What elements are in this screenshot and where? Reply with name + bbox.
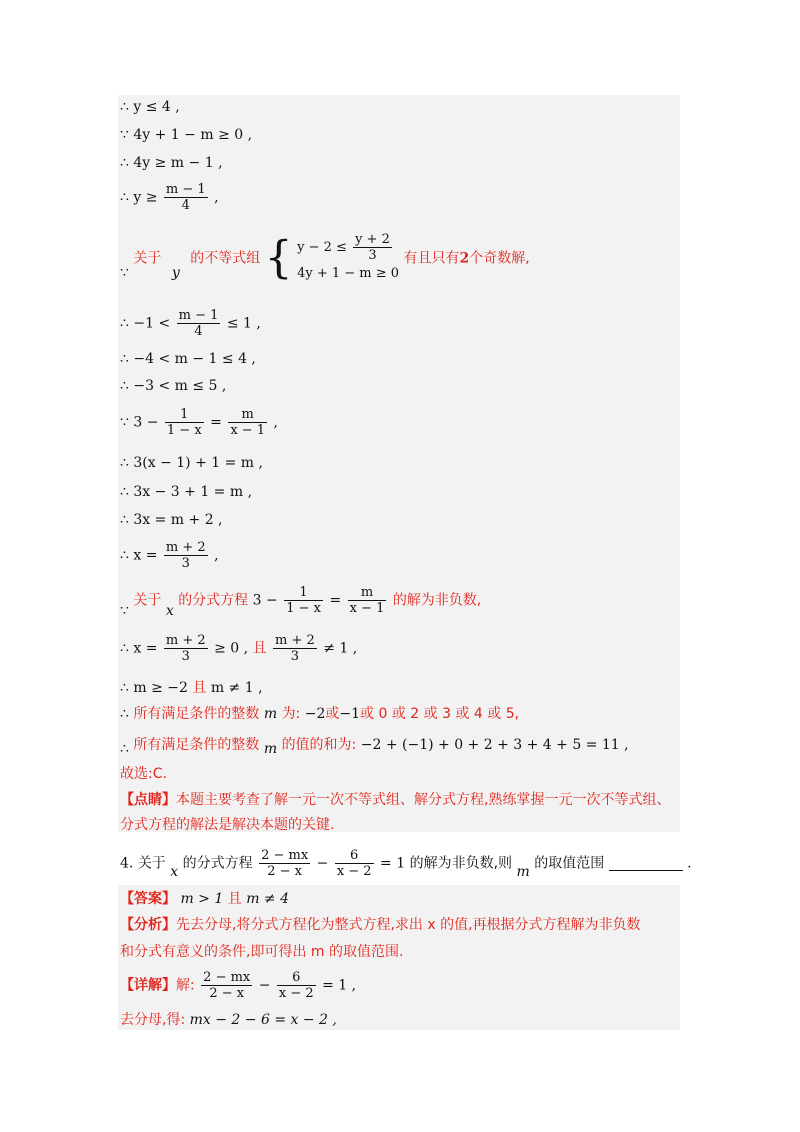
step-line-3: ∴ 4y ≥ m − 1 , <box>120 155 223 171</box>
step-line-6: ∴ −1 < $\frac{m - 1}{4}$ ≤ 1 , <box>120 308 261 339</box>
step-line-2: ∵ 4y + 1 − m ≥ 0 , <box>120 127 253 143</box>
step-line-16: ∴ m ≥ −2 且 m ≠ 1 , <box>120 680 263 696</box>
step-line-13: ∴ x = $\frac{m + 2}{3}$ , <box>120 540 219 571</box>
step-line-10: ∴ 3(x − 1) + 1 = m , <box>120 455 263 471</box>
comment-line-1: 【点睛】本题主要考查了解一元一次不等式组、解分式方程,熟练掌握一元一次不等式组、 <box>120 792 671 808</box>
question-4: 4. 关于 x 的分式方程 $\frac{2 - mx}{2 - x}$ − $\frac{6}{x - 2}$ = 1 的解为非负数,则 m 的取值范围 . <box>120 848 692 880</box>
fraction-equation-line: ∵ 关于 x 的分式方程 3 − $\frac{1}{1 - x}$ = $\frac{m}{x - 1}$ 的解为非负数, <box>120 585 482 619</box>
step-line-15: ∴ x = $\frac{m + 2}{3}$ ≥ 0 , 且 $\frac{m + 2}{3}$ ≠ 1 , <box>120 633 358 664</box>
inequality-system: y − 2 ≤ $\frac{y + 2}{3}$ 4y + 1 − m ≥ 0 <box>297 232 400 281</box>
answer-line: 【答案】 m > 1 且 m ≠ 4 <box>120 891 290 907</box>
choice-line: 故选:C. <box>120 766 167 782</box>
detail-line-1: 【详解】解: $\frac{2 - mx}{2 - x}$ − $\frac{6}{x - 2}$ = 1 , <box>120 970 357 1001</box>
detail-line-2: 去分母,得: mx − 2 − 6 = x − 2 , <box>120 1012 337 1028</box>
step-line-7: ∴ −4 < m − 1 ≤ 4 , <box>120 351 256 367</box>
integer-list-line: ∴ 所有满足条件的整数 m 为: −2或−1或 0 或 2 或 3 或 4 或 5, <box>120 706 520 722</box>
left-brace: { <box>264 232 293 284</box>
analysis-line-1: 【分析】先去分母,将分式方程化为整式方程,求出 x 的值,再根据分式方程解为非负数 <box>120 917 641 933</box>
sum-line: ∴ 所有满足条件的整数 m 的值的和为: −2 + (−1) + 0 + 2 + 3 + 4 + 5 = 11 , <box>120 737 629 757</box>
comment-line-2: 分式方程的解法是解决本题的关键. <box>120 817 335 833</box>
step-line-8: ∴ −3 < m ≤ 5 , <box>120 378 227 394</box>
step-line-12: ∴ 3x = m + 2 , <box>120 512 223 528</box>
analysis-line-2: 和分式有意义的条件,即可得出 m 的取值范围. <box>120 944 404 960</box>
step-line-11: ∴ 3x − 3 + 1 = m , <box>120 484 253 500</box>
step-line-1: ∴ y ≤ 4 , <box>120 99 180 115</box>
fraction: $\frac{m - 1}{4}$ <box>165 182 206 213</box>
answer-blank <box>609 856 683 871</box>
step-line-4: ∴ y ≥ $\frac{m - 1}{4}$ , <box>120 182 219 213</box>
step-line-9: ∵ 3 − $\frac{1}{1 - x}$ = $\frac{m}{x - 1}$ , <box>120 407 278 438</box>
inequality-system-line: ∵ 关于 y 的不等式组 { y − 2 ≤ $\frac{y + 2}{3}$ 4y + 1 − m ≥ 0 有且只有2个奇数解, <box>120 232 530 284</box>
